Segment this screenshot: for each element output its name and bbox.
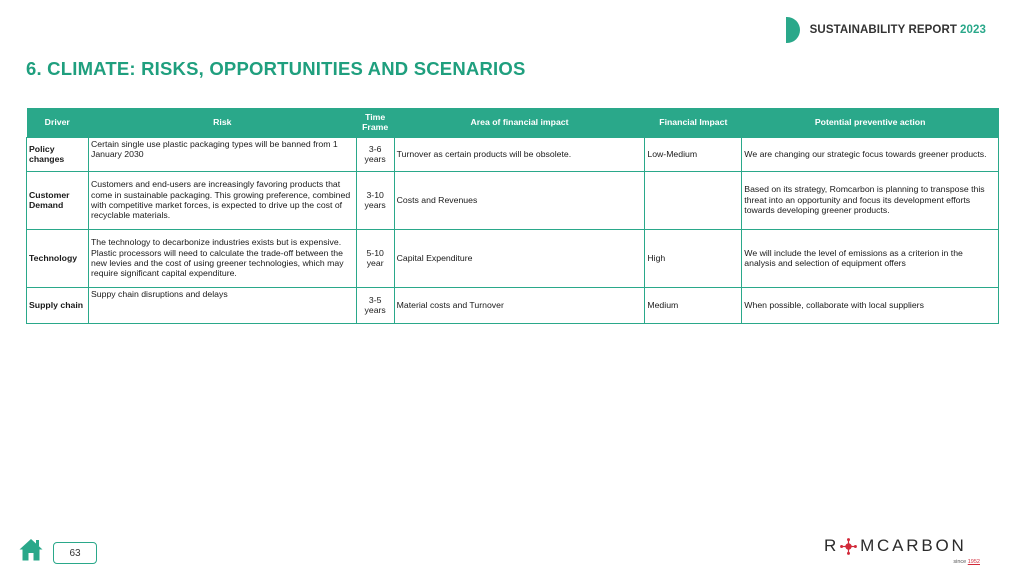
cell-time-frame: 3-10 years <box>356 171 394 229</box>
cell-driver: Supply chain <box>27 287 89 323</box>
report-header-tag <box>786 17 986 43</box>
table-row <box>27 229 999 287</box>
romcarbon-logo <box>824 536 986 570</box>
cell-action: When possible, collaborate with local suppliers <box>742 287 999 323</box>
cell-driver: Policy changes <box>27 137 89 171</box>
cell-impact: High <box>645 229 742 287</box>
cell-action: We will include the level of emissions as a criterion in the analysis and selection of equipment offers <box>742 229 999 287</box>
cell-time-frame: 5-10 year <box>356 229 394 287</box>
cell-risk: Suppy chain disruptions and delays <box>88 287 356 323</box>
climate-risks-table <box>26 108 999 324</box>
header-driver: Driver <box>27 108 89 137</box>
molecule-icon <box>840 538 857 555</box>
header-time-frame: Time Frame <box>356 108 394 137</box>
cell-driver: Technology <box>27 229 89 287</box>
logo-since: since 1952 <box>953 559 980 565</box>
cell-area: Capital Expenditure <box>394 229 645 287</box>
cell-risk: Certain single use plastic packaging types will be banned from 1 January 2030 <box>88 137 356 171</box>
cell-action: We are changing our strategic focus towards greener products. <box>742 137 999 171</box>
page-number: 63 <box>53 542 97 564</box>
header-impact: Financial Impact <box>645 108 742 137</box>
logo-text-right: MCARBON <box>860 536 967 555</box>
report-year: 2023 <box>960 24 986 36</box>
table-row <box>27 171 999 229</box>
header-risk: Risk <box>88 108 356 137</box>
table-row <box>27 137 999 171</box>
home-icon <box>18 537 44 562</box>
cell-time-frame: 3-5 years <box>356 287 394 323</box>
cell-area: Costs and Revenues <box>394 171 645 229</box>
header-area: Area of financial impact <box>394 108 645 137</box>
report-label: SUSTAINABILITY REPORT 2023 <box>809 24 986 36</box>
cell-area: Material costs and Turnover <box>394 287 645 323</box>
cell-risk: The technology to decarbonize industries exists but is expensive. Plastic processors will need to calculate the trade-off between the new levies and the cost of using greener technologies, which may require significant capital expenditure. <box>88 229 356 287</box>
half-circle-icon <box>786 17 800 43</box>
cell-area: Turnover as certain products will be obsolete. <box>394 137 645 171</box>
page-title: 6. CLIMATE: RISKS, OPPORTUNITIES AND SCENARIOS <box>26 58 526 79</box>
header-action: Potential preventive action <box>742 108 999 137</box>
table-row <box>27 287 999 323</box>
table-header-row <box>27 108 999 137</box>
logo-text-left: R <box>824 536 840 555</box>
cell-risk: Customers and end-users are increasingly favoring products that come in sustainable packaging. This growing preference, combined with competitive market forces, is expected to drive up the cost of recyclable materials. <box>88 171 356 229</box>
cell-driver: Customer Demand <box>27 171 89 229</box>
cell-impact <box>645 171 742 229</box>
cell-impact: Low-Medium <box>645 137 742 171</box>
cell-impact: Medium <box>645 287 742 323</box>
home-button[interactable] <box>18 537 44 562</box>
cell-action: Based on its strategy, Romcarbon is planning to transpose this threat into an opportunity and focus its development efforts towards developing greener products. <box>742 171 999 229</box>
cell-time-frame: 3-6 years <box>356 137 394 171</box>
